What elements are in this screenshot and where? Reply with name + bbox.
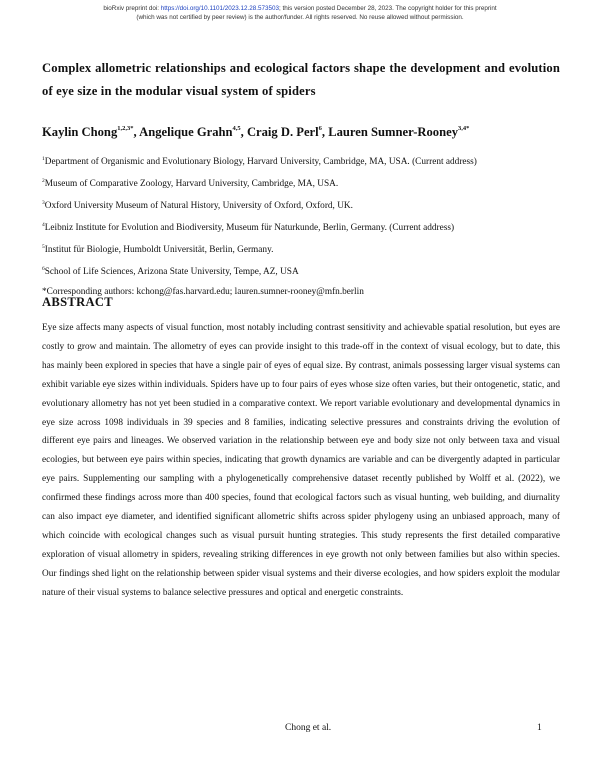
- affiliation-item: $^1$Department of Organismic and Evolutionary Biology, Harvard University, Cambridge, MA, USA. (Current address): [42, 156, 477, 167]
- author-list: Kaylin Chong$^{1,2,3*}$, Angelique Grahn$^{4,5}$, Craig D. Perl$^6$, Lauren Sumner-Rooney$^{3,4*}$: [42, 125, 470, 139]
- affiliation-list: [42, 150, 562, 302]
- preprint-notice-line2: (which was not certified by peer review) is the author/funder. All rights reserved. No reuse allowed without permission.: [136, 13, 464, 21]
- affiliation-item: $^3$Oxford University Museum of Natural History, University of Oxford, Oxford, UK.: [42, 200, 353, 212]
- author-affiliation-marker: 6: [318, 125, 322, 132]
- abstract-heading: ABSTRACT: [42, 295, 113, 309]
- paper-title: Complex allometric relationships and ecological factors shape the development and evolution of eye size in the modular visual system of spiders: [42, 61, 560, 98]
- page-number: 1: [537, 723, 542, 733]
- preprint-notice: [60, 5, 540, 22]
- author-affiliation-marker: 3,4*: [458, 125, 470, 132]
- preprint-notice-line1: bioRxiv preprint doi: https://doi.org/10.1101/2023.12.28.573503; this version posted December 28, 2023. The copyright holder for this preprint: [103, 5, 497, 12]
- abstract-body: Eye size affects many aspects of visual function, most notably including contrast sensitivity and achievable spatial resolution, but eyes are costly to grow and maintain. The allometry of eyes can provide insight to this trade-off in the context of visual ecology, but to date, this has mainly been explored in species that have a single pair of eyes of equal size. By contrast, animals possessing larger visual systems can exhibit variable eye sizes within individuals. Spiders have up to four pairs of eyes whose size often varies, but their ontogenetic, static, and evolutionary allometry has not yet been studied in a comparative context. We report variable evolutionary and developmental dynamics in eye size across 1098 individuals in 39 species and 8 families, indicating selective pressures and constraints driving the evolution of different eye pairs and lineages. We observed variation in the relationship between eye and body size not only between taxa and visual ecologies, but between eye pairs within species, indicating that growth dynamics are variable and can be divergently adapted in particular eye pairs. Supplementing our sampling with a phylogenetically comprehensive dataset recently published by Wolff et al. (2022), we confirmed these findings across more than 400 species, found that ecological factors such as visual hunting, web building, and diurnality can also impact eye diameter, and identified significant allometric shifts across spider phylogeny using an unbiased approach, many of which coincide with ecological changes such as visual pursuit hunting strategies. This study represents the first detailed comparative exploration of visual allometry in spiders, revealing striking differences in eye growth not only between families but also within species. Our findings shed light on the relationship between spider visual systems and their diverse ecologies, and how spiders exploit the modular nature of their visual systems to balance selective pressures and optical and energetic constraints.: [42, 323, 560, 598]
- affiliation-item: $^2$Museum of Comparative Zoology, Harvard University, Cambridge, MA, USA.: [42, 178, 339, 190]
- author-name: Lauren Sumner-Rooney: [328, 125, 458, 139]
- author-name: Angelique Grahn: [139, 125, 233, 139]
- author-name: Kaylin Chong: [42, 125, 118, 139]
- author-affiliation-marker: 4,5: [232, 125, 241, 132]
- running-head: Chong et al.: [285, 723, 332, 733]
- author-affiliation-marker: 1,2,3*: [117, 125, 134, 132]
- affiliation-item: $^5$Institut für Biologie, Humboldt Universität, Berlin, Germany.: [42, 244, 274, 256]
- affiliation-item: $^6$School of Life Sciences, Arizona State University, Tempe, AZ, USA: [42, 266, 299, 278]
- author-name: Craig D. Perl: [246, 125, 319, 139]
- doi-link[interactable]: https://doi.org/10.1101/2023.12.28.573503: [160, 5, 280, 12]
- affiliation-item: $^4$Leibniz Institute for Evolution and Biodiversity, Museum für Naturkunde, Berlin, Germany. (Current address): [42, 222, 455, 234]
- corresponding-authors: *Corresponding authors: kchong@fas.harvard.edu; lauren.sumner-rooney@mfn.berlin: [42, 286, 364, 297]
